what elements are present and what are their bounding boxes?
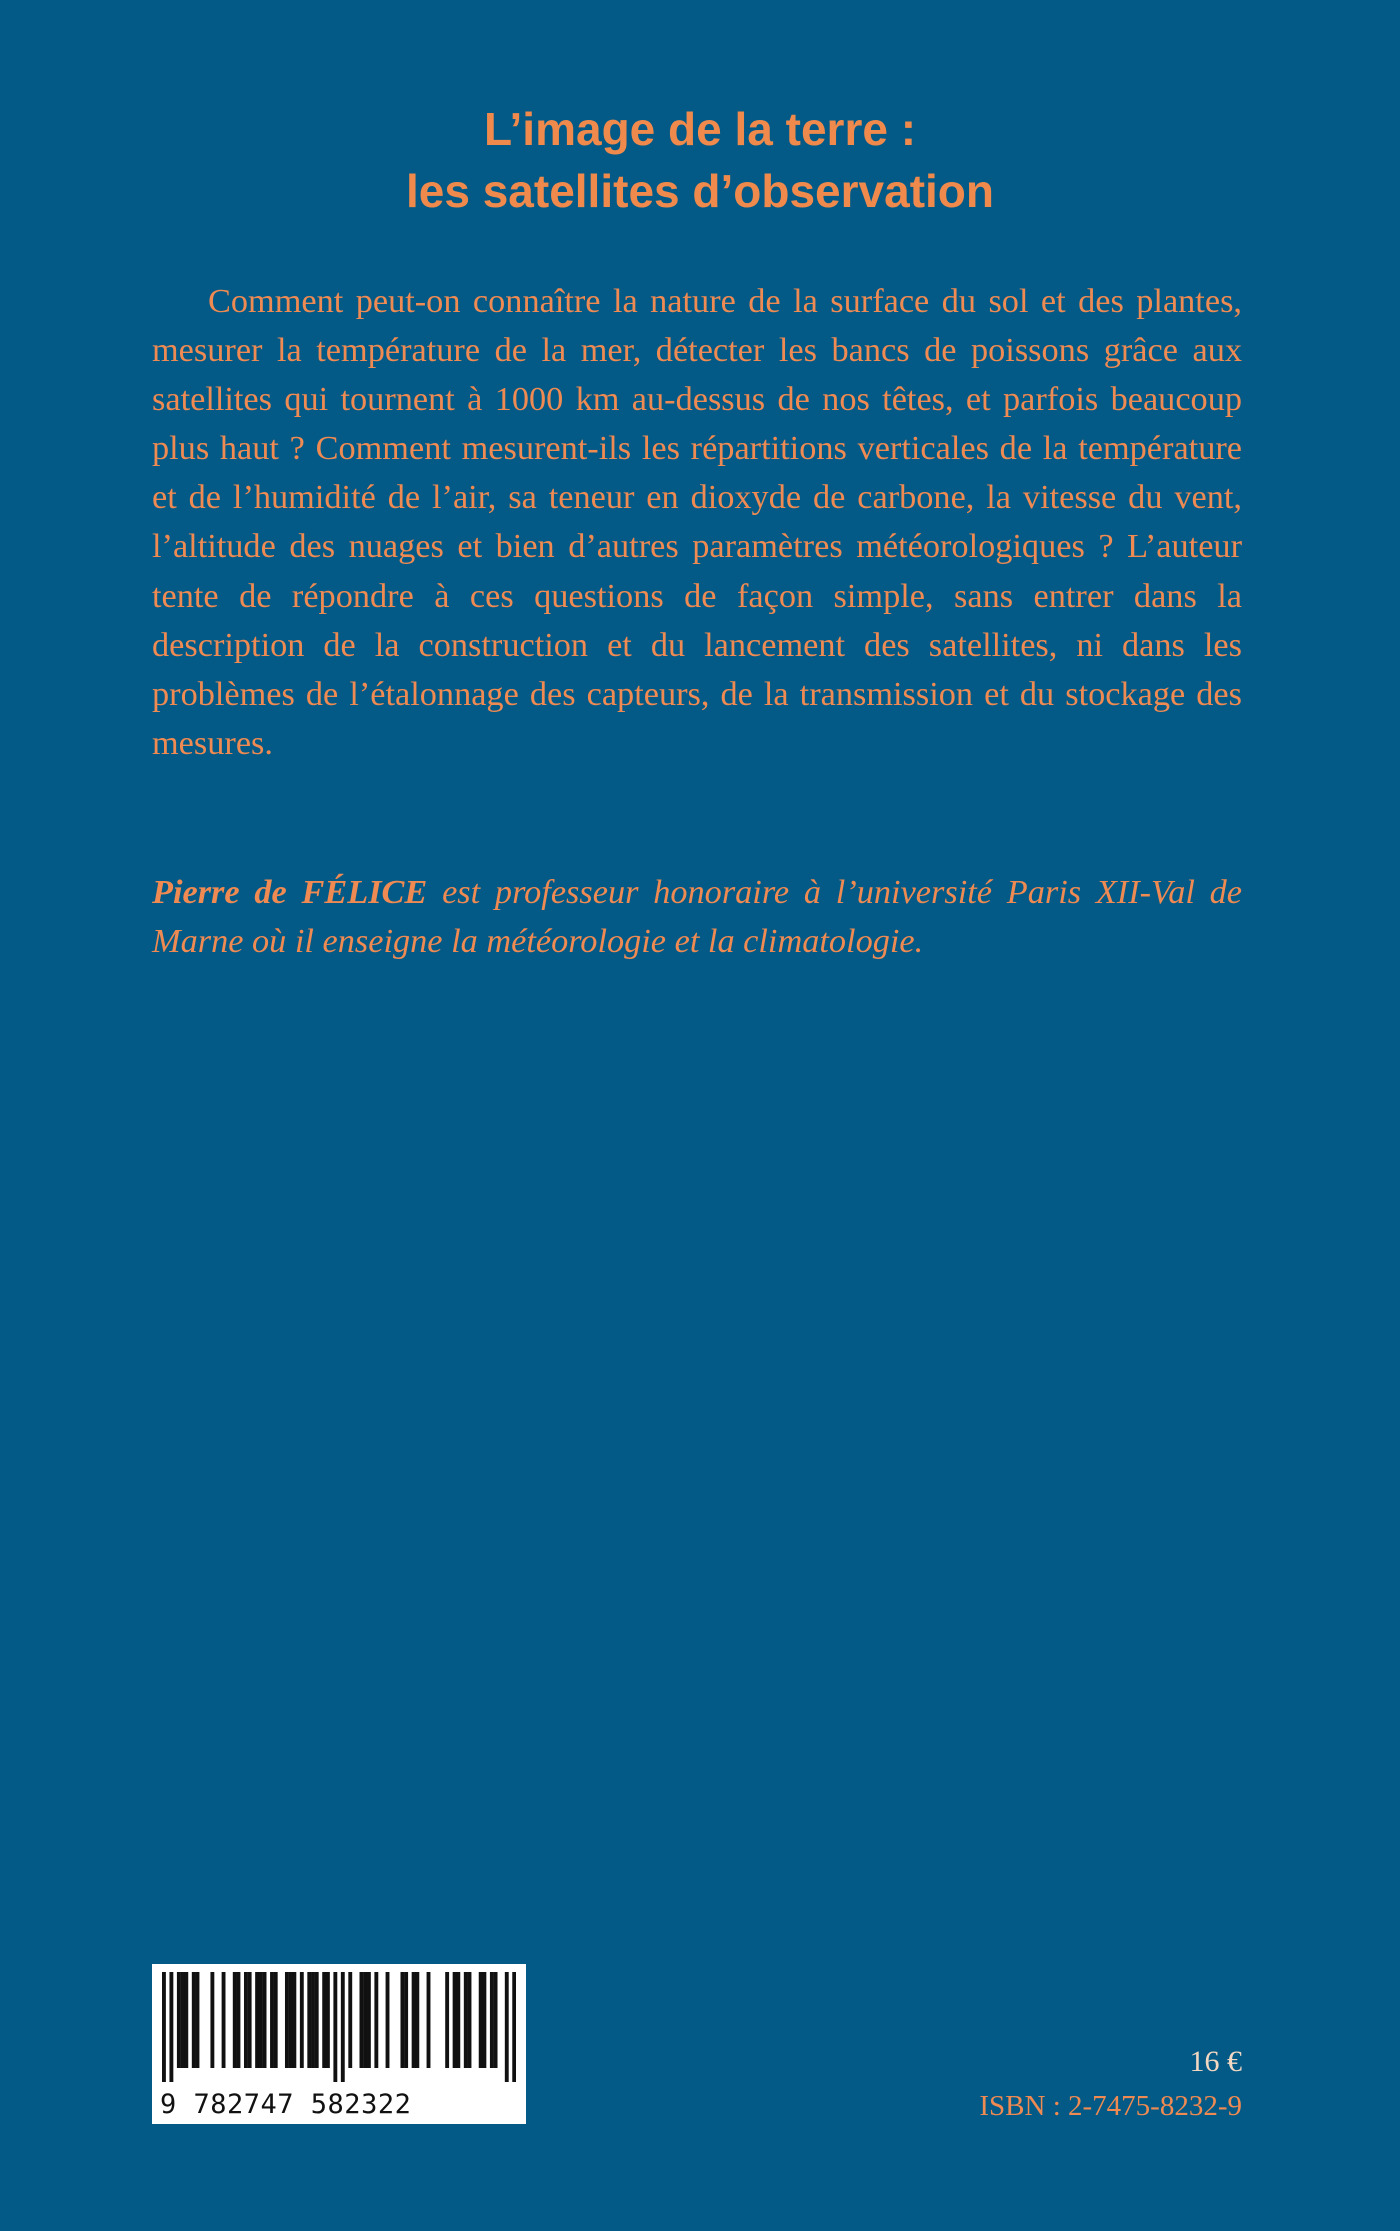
barcode-bar	[307, 1972, 311, 2068]
barcode-bar	[196, 1972, 200, 2068]
barcode-bar	[468, 1972, 472, 2068]
barcode-bar	[259, 1972, 263, 2068]
barcode-bar	[367, 1972, 371, 2068]
barcode-bar	[494, 1972, 498, 2068]
barcode-bar	[248, 1972, 252, 2068]
barcode-bar	[453, 1972, 457, 2068]
author-bio	[152, 868, 1242, 966]
book-title-line-2: les satellites d’observation	[405, 165, 994, 217]
book-title	[0, 98, 1400, 222]
barcode-bar	[192, 1972, 196, 2068]
barcode-bar	[315, 1972, 319, 2068]
barcode-bar	[341, 1972, 345, 2082]
book-title-line-1: L’image de la terre :	[483, 103, 917, 155]
barcode-bar	[270, 1972, 274, 2068]
barcode-bar	[222, 1972, 226, 2068]
barcode-bar	[244, 1972, 248, 2068]
barcode-bar	[479, 1972, 483, 2068]
isbn-number: ISBN : 2-7475-8232-9	[979, 2090, 1242, 2122]
barcode-bar	[300, 1972, 304, 2068]
barcode-bar	[482, 1972, 486, 2068]
barcode-bar	[233, 1972, 237, 2068]
barcode-bar	[512, 1972, 516, 2082]
barcode-bar	[181, 1972, 185, 2068]
barcode-bar	[326, 1972, 330, 2068]
barcode-bar	[404, 1972, 408, 2068]
isbn-barcode	[152, 1964, 526, 2124]
barcode-bar	[311, 1972, 315, 2068]
barcode-bars	[162, 1972, 516, 2082]
barcode-bar	[292, 1972, 296, 2068]
barcode-bar	[285, 1972, 289, 2068]
barcode-bar	[184, 1972, 188, 2068]
barcode-bar	[289, 1972, 293, 2068]
barcode-bar	[177, 1972, 181, 2068]
author-name: Pierre de FÉLICE	[152, 873, 428, 911]
barcode-bar	[386, 1972, 390, 2068]
barcode-bar	[263, 1972, 267, 2068]
barcode-bar	[348, 1972, 352, 2068]
barcode-bar	[359, 1972, 363, 2068]
barcode-bar	[374, 1972, 378, 2068]
barcode-bar	[255, 1972, 259, 2068]
barcode-bar	[427, 1972, 431, 2068]
barcode-bar	[505, 1972, 509, 2082]
barcode-bar	[162, 1972, 166, 2082]
barcode-bar	[274, 1972, 278, 2068]
barcode-bar	[169, 1972, 173, 2082]
barcode-digits: 9 782747 582322	[160, 2089, 412, 2120]
back-cover-blurb: Comment peut-on connaître la nature de la surface du sol et des plantes, mesurer la température de la mer, détecter les bancs de poissons grâce aux satellites qui tournent à 1000 km au-dessus de nos têtes, et parfois beaucoup plus haut ? Comment mesurent-ils les répartitions verticales de la température et de l’humidité de l’air, sa teneur en dioxyde de carbone, la vitesse du vent, l’altitude des nuages et bien d’autres paramètres météorologiques ? L’auteur tente de répondre à ces questions de façon simple, sans entrer dans la description de la construction et du lancement des satellites, ni dans les problèmes de l’étalonnage des capteurs, de la transmission et du stockage des mesures.	[152, 282, 1242, 762]
barcode-bar	[400, 1972, 404, 2068]
author-bio-text: est professeur honoraire à l’université Paris XII-Val de Marne où il enseigne la météorologie et la climatologie.	[152, 873, 1243, 961]
price: 16 €	[1189, 2045, 1242, 2078]
barcode-bar	[415, 1972, 419, 2068]
barcode-bar	[464, 1972, 468, 2068]
barcode-bar	[456, 1972, 460, 2068]
barcode-bar	[412, 1972, 416, 2068]
barcode-bar	[333, 1972, 337, 2082]
barcode-bar	[490, 1972, 494, 2068]
barcode-bar	[237, 1972, 241, 2068]
barcode-bar	[445, 1972, 449, 2068]
barcode-bar	[322, 1972, 326, 2068]
barcode-bar	[363, 1972, 367, 2068]
barcode-bar	[210, 1972, 214, 2068]
